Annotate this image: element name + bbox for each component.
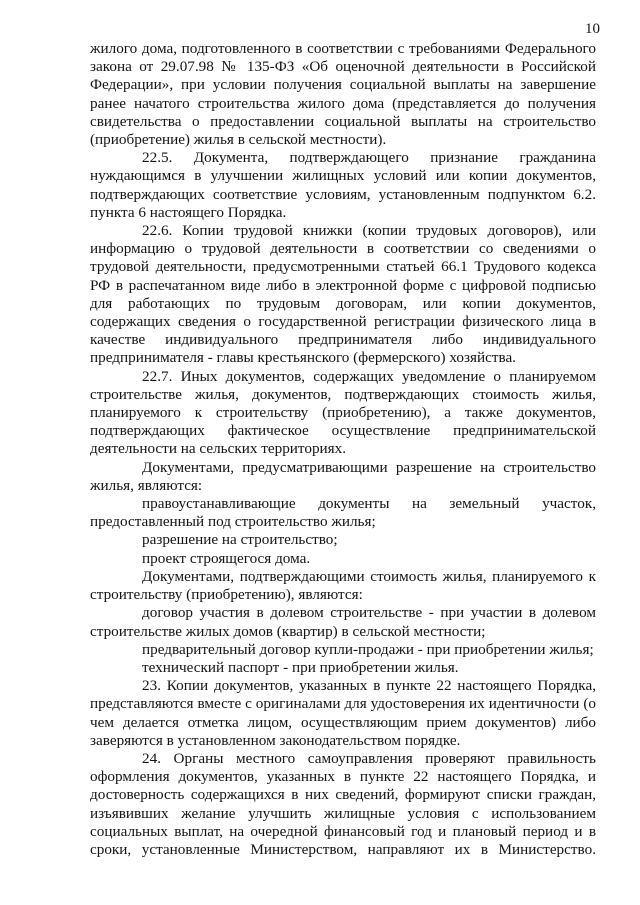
- list-item-cost-1: договор участия в долевом строительстве - при участии в долевом строительстве жилых домов (квартир) в сельской местности;: [90, 604, 596, 640]
- paragraph-continuation: жилого дома, подготовленного в соответствии с требованиями Федерального закона от 29.07.98 № 135-ФЗ «Об оценочной деятельности в Российской Федерации», при условии получения социальной выплаты на завершение ранее начатого строительства жилого дома (представляется до получения свидетельства о предоставлении социальной выплаты на строительство (приобретение) жилья в сельской местности).: [90, 40, 596, 149]
- list-item-permit-2: разрешение на строительство;: [142, 531, 338, 549]
- list-item-permit-1: правоустанавливающие документы на земельный участок, предоставленный под строительство жилья;: [90, 495, 596, 531]
- paragraph-cost-docs-intro: Документами, подтверждающими стоимость жилья, планируемого к строительству (приобретению), являются:: [90, 567, 596, 604]
- paragraph-24: 24. Органы местного самоуправления проверяют правильность оформления документов, указанных в пункте 22 настоящего Порядка, и достоверность содержащихся в них сведений, формируют списки граждан, изъявивших желание улучшить жилищные условия с использованием социальных выплат, на очередной финансовый год и плановый период и в сроки, установленные Министерством, направляют их в Министерство.: [90, 749, 596, 858]
- list-item-cost-3: технический паспорт - при приобретении жилья.: [142, 658, 459, 676]
- paragraph-permit-docs-intro: Документами, предусматривающими разрешение на строительство жилья, являются:: [90, 458, 596, 494]
- page-number: 10: [585, 21, 600, 37]
- list-item-cost-2: предварительный договор купли-продажи - при приобретении жилья;: [142, 640, 594, 658]
- paragraph-22-6: 22.6. Копии трудовой книжки (копии трудовых договоров), или информацию о трудовой деятельности в соответствии со сведениями о трудовой деятельности, предусмотренными статьей 66.1 Трудового кодекса РФ в распечатанном виде либо в электронной форме с цифровой подписью для работающих по трудовым договорам, или копии документов, содержащих сведения о государственной регистрации физического лица в качестве индивидуального предпринимателя либо индивидуального предпринимателя - главы крестьянского (фермерского) хозяйства.: [90, 222, 596, 367]
- document-body: [90, 40, 596, 859]
- paragraph-22-7: 22.7. Иных документов, содержащих уведомление о планируемом строительстве жилья, документов, подтверждающих стоимость жилья, планируемого к строительству (приобретению), а также документов, подтверждающих фактическое осуществление предпринимательской деятельности на сельских территориях.: [90, 367, 596, 458]
- paragraph-23: 23. Копии документов, указанных в пункте 22 настоящего Порядка, представляются вместе с оригиналами для удостоверения их идентичности (о чем делается отметка лицом, осуществляющим прием документов) либо заверяются в установленном законодательством порядке.: [90, 677, 596, 749]
- list-item-permit-3: проект строящегося дома.: [142, 549, 311, 567]
- paragraph-22-5: 22.5. Документа, подтверждающего признание гражданина нуждающимся в улучшении жилищных условий или копии документов, подтверждающих соответствие условиям, установленным подпунктом 6.2. пункта 6 настоящего Порядка.: [90, 149, 596, 221]
